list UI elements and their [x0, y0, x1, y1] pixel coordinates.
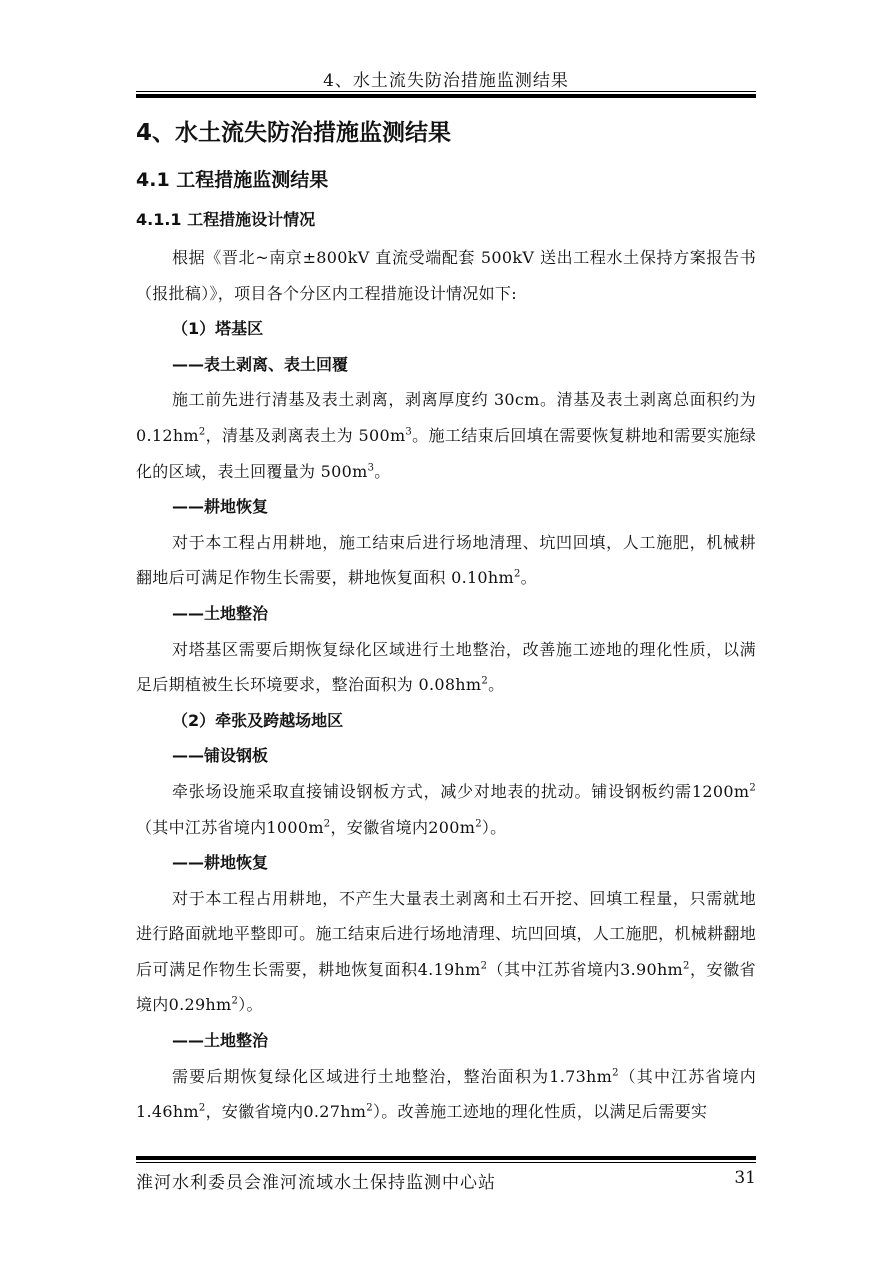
measure-heading-land-improvement: ——土地整治 — [172, 603, 269, 623]
zone-heading-tower-base: （1）塔基区 — [172, 319, 264, 339]
intro-paragraph: 根据《晋北~南京±800kV 直流受端配套 500kV 送出工程水土保持方案报告书（报批稿）》，项目各个分区内工程措施设计情况如下: — [136, 248, 756, 303]
header-rule-thin — [136, 91, 756, 92]
footer-rule-thick — [136, 1156, 756, 1160]
footer-organization: 淮河水利委员会淮河流域水土保持监测中心站 — [136, 1173, 496, 1193]
chapter-heading: 4、水土流失防治措施监测结果 — [136, 120, 452, 146]
farmland-paragraph-2: 对于本工程占用耕地，不产生大量表土剥离和土石开挖、回填工程量，只需就地进行路面就地平整即可。施工结束后进行场地清理、坑凹回填，人工施肥，机械耕翻地后可满足作物生长需要，耕地恢复面积$4.19hm^2$（其中江苏省境内$3.90hm^2$，安徽省境内$0.29hm^2$）。 — [136, 888, 756, 1015]
land-improvement-paragraph-2: 需要后期恢复绿化区域进行土地整治，整治面积为$1.73hm^2$（其中江苏省境内$1.46hm^2$，安徽省境内$0.27hm^2$）。改善施工迹地的理化性质，以满足后需要实 — [136, 1066, 756, 1122]
measure-heading-steel-plate: ——铺设钢板 — [172, 746, 269, 766]
page-body — [136, 118, 756, 1130]
running-header: 4、水土流失防治措施监测结果 — [323, 71, 569, 91]
steel-plate-paragraph: 牵张场设施采取直接铺设钢板方式，减少对地表的扰动。铺设钢板约需$1200m^2$（其中江苏省境内$1000m^2$，安徽省境内$200m^2$）。 — [136, 781, 756, 837]
measure-heading-land-improvement-2: ——土地整治 — [172, 1031, 269, 1051]
footer-rule-thin — [136, 1162, 756, 1163]
measure-heading-farmland-restoration-2: ——耕地恢复 — [172, 853, 269, 873]
topsoil-paragraph: 施工前先进行清基及表土剥离，剥离厚度约 30cm。清基及表土剥离总面积约为 $0.12hm^2$，清基及剥离表土为 $500m^3$。施工结束后回填在需要恢复耕地和需要实施绿化的区域，表土回覆量为 $500m^3$。 — [136, 390, 756, 481]
page-number: 31 — [734, 1168, 756, 1188]
measure-heading-topsoil: ——表土剥离、表土回覆 — [172, 354, 349, 374]
measure-heading-farmland-restoration: ——耕地恢复 — [172, 497, 269, 517]
section-heading: 4.1 工程措施监测结果 — [136, 169, 329, 191]
header-rule-thick — [136, 94, 756, 98]
farmland-paragraph-1: 对于本工程占用耕地，施工结束后进行场地清理、坑凹回填，人工施肥，机械耕翻地后可满足作物生长需要，耕地恢复面积 $0.10hm^2$。 — [136, 532, 756, 588]
subsection-heading: 4.1.1 工程措施设计情况 — [136, 210, 316, 229]
zone-heading-tension-site: （2）牵张及跨越场地区 — [172, 710, 344, 730]
land-improvement-paragraph-1: 对塔基区需要后期恢复绿化区域进行土地整治，改善施工迹地的理化性质，以满足后期植被生长环境要求，整治面积为 $0.08hm^2$。 — [136, 639, 756, 695]
